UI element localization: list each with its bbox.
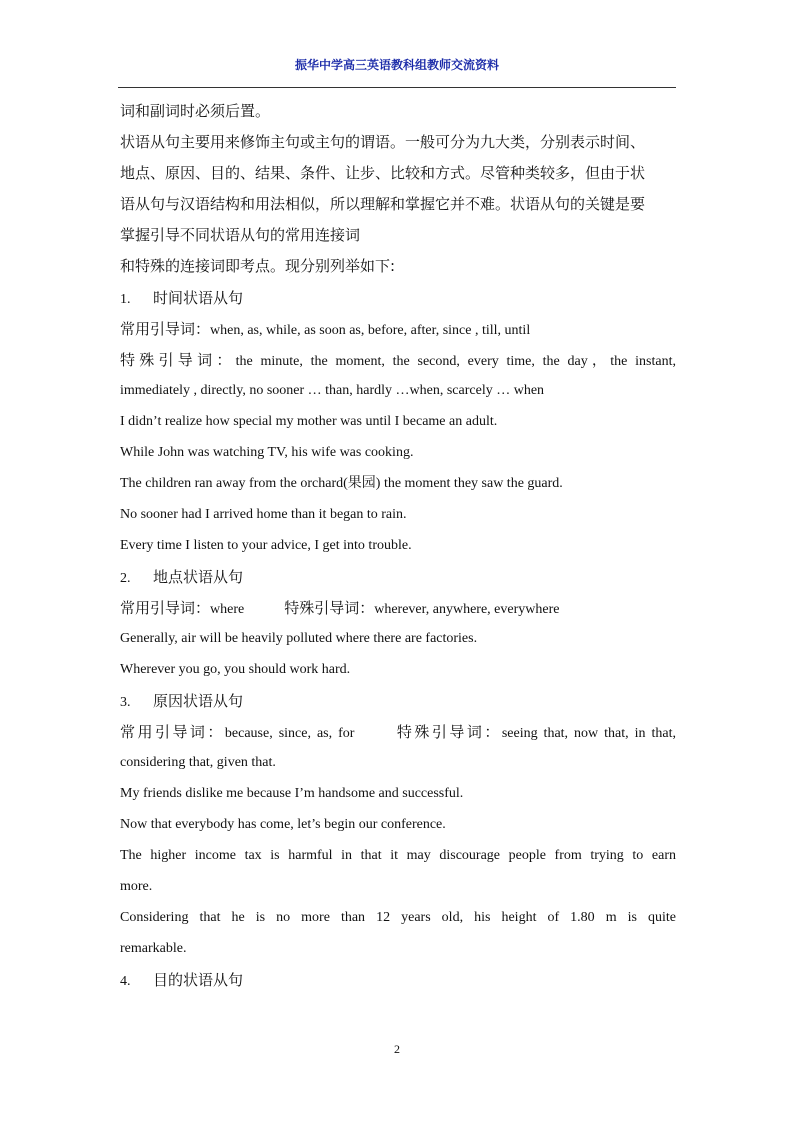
example-sentence: Every time I listen to your advice, I get into trouble. xyxy=(120,538,412,553)
section-number: 2. xyxy=(120,571,131,586)
example-sentence: Wherever you go, you should work hard. xyxy=(120,662,351,677)
intro-line-3: 地点、原因、目的、结果、条件、让步、比较和方式。尽管种类较多，但由于状 xyxy=(120,164,646,182)
connectives-place xyxy=(120,592,676,623)
example-sentence: While John was watching TV, his wife was cooking. xyxy=(120,445,414,460)
section-title: 时间状语从句 xyxy=(153,289,244,307)
special-connectives-reason-cont: considering that, given that. xyxy=(120,755,276,770)
section-title: 原因状语从句 xyxy=(153,692,244,710)
special-connectives-time-cont: immediately , directly, no sooner … than, hardly …when, scarcely … when xyxy=(120,383,545,398)
example-sentence-cont: remarkable. xyxy=(120,941,187,956)
section-heading-place xyxy=(120,561,676,592)
section-title: 地点状语从句 xyxy=(153,568,244,586)
section-title: 目的状语从句 xyxy=(153,971,244,989)
common-words: when, as, while, as soon as, before, after, since , till, until xyxy=(210,323,531,338)
special-words: wherever, anywhere, everywhere xyxy=(374,602,560,617)
common-words: where xyxy=(210,602,245,617)
special-words: the minute, the moment, the second, every time, the day，the instant, xyxy=(235,354,676,369)
example-sentence: Generally, air will be heavily polluted where there are factories. xyxy=(120,631,478,646)
special-label: 特殊引导词： xyxy=(394,723,502,741)
common-connectives-time xyxy=(120,313,676,344)
example-sentence: The children ran away from the orchard(果园) the moment they saw the guard. xyxy=(120,476,563,491)
common-label: 常用引导词： xyxy=(120,723,225,741)
intro-line-1: 词和副词时必须后置。 xyxy=(120,102,271,120)
page-number: 2 xyxy=(394,1042,400,1056)
special-label: 特殊引导词： xyxy=(120,351,236,369)
connectives-reason xyxy=(120,716,676,747)
section-number: 3. xyxy=(120,695,131,710)
document-body xyxy=(120,96,676,995)
section-heading-purpose xyxy=(120,964,676,995)
example-sentence: My friends dislike me because I’m handsome and successful. xyxy=(120,786,464,801)
intro-line-2: 状语从句主要用来修饰主句或主句的谓语。一般可分为九大类，分别表示时间、 xyxy=(120,133,646,151)
example-sentence: The higher income tax is harmful in that it may discourage people from trying to earn xyxy=(120,848,676,863)
page-header: 振华中学高三英语教科组教师交流资料 xyxy=(294,58,499,72)
section-heading-reason xyxy=(120,685,676,716)
common-words: because, since, as, for xyxy=(224,726,355,741)
special-connectives-time xyxy=(120,344,676,375)
example-sentence: I didn’t realize how special my mother was until I became an adult. xyxy=(120,414,498,429)
section-number: 4. xyxy=(120,974,131,989)
special-words: seeing that, now that, in that, xyxy=(501,726,676,741)
intro-line-5: 掌握引导不同状语从句的常用连接词 xyxy=(120,226,361,244)
example-sentence: No sooner had I arrived home than it began to rain. xyxy=(120,507,407,522)
example-sentence: Considering that he is no more than 12 years old, his height of 1.80 m is quite xyxy=(120,910,676,925)
example-sentence-cont: more. xyxy=(120,879,153,894)
common-label: 常用引导词： xyxy=(120,599,211,617)
example-sentence: Now that everybody has come, let’s begin our conference. xyxy=(120,817,446,832)
header-rule xyxy=(118,87,676,88)
intro-line-6: 和特殊的连接词即考点。现分别列举如下: xyxy=(120,257,396,275)
common-label: 常用引导词： xyxy=(120,320,211,338)
special-label: 特殊引导词： xyxy=(284,599,375,617)
section-heading-time xyxy=(120,282,676,313)
intro-line-4: 语从句与汉语结构和用法相似，所以理解和掌握它并不难。状语从句的关键是要 xyxy=(120,195,646,213)
section-number: 1. xyxy=(120,292,131,307)
